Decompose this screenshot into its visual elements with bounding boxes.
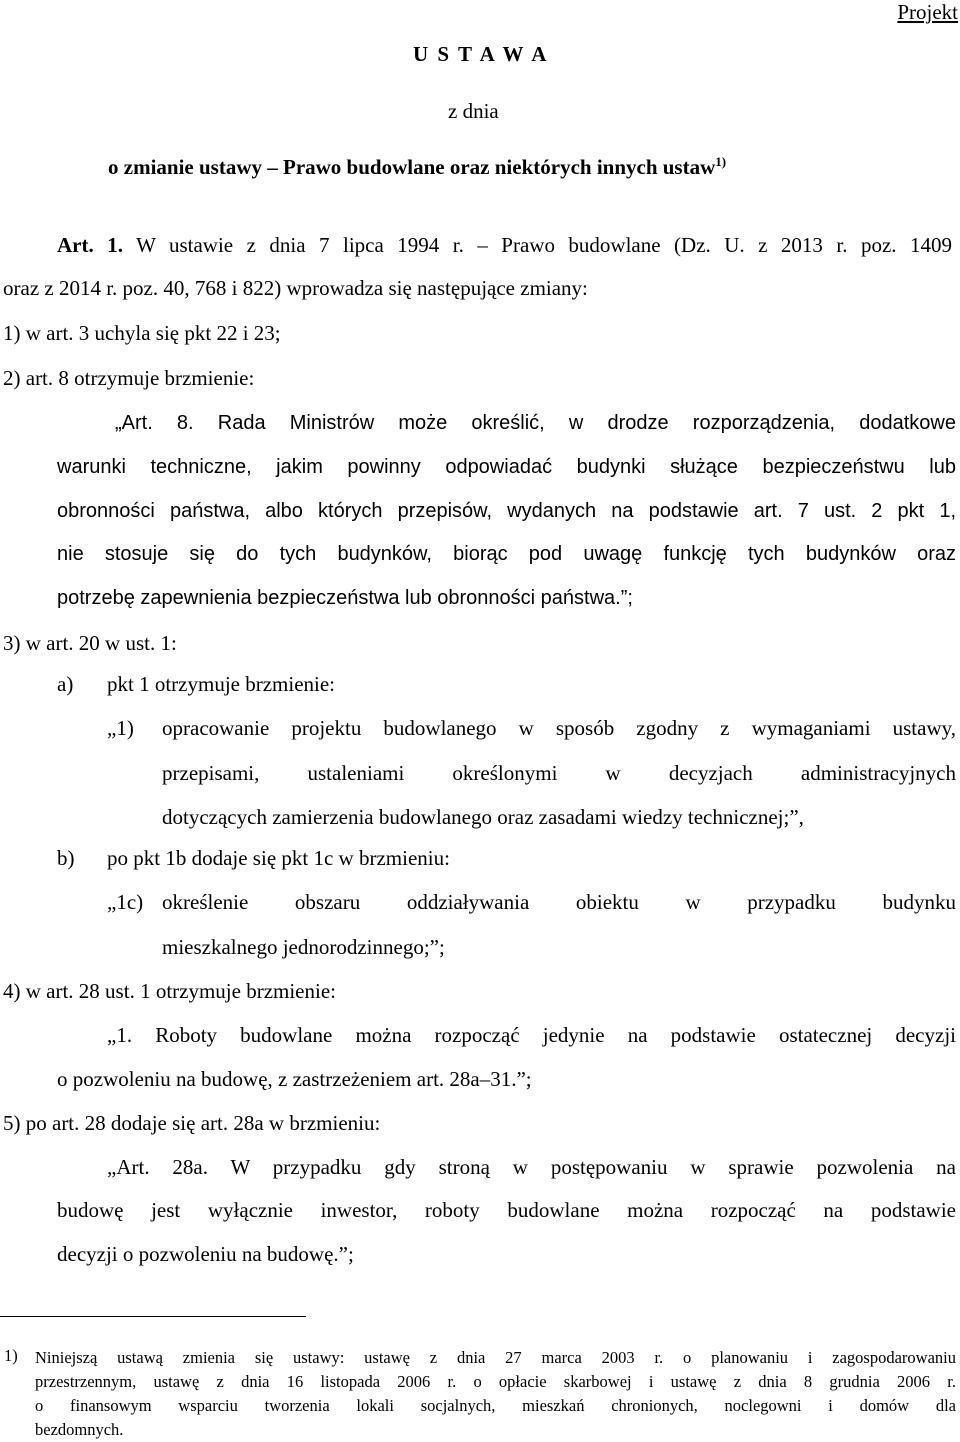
art1-intro: W ustawie z dnia 7 lipca 1994 r. – Prawo budowlane (Dz. U. z 2013 r. poz. 1409 xyxy=(122,233,952,257)
point-5: 5) po art. 28 dodaje się art. 28a w brzmieniu: xyxy=(3,1111,381,1135)
item-a1-line-2: przepisami, ustaleniami określonymi w decyzjach administracyjnych xyxy=(162,761,956,785)
point-3: 3) w art. 20 w ust. 1: xyxy=(3,631,177,655)
art8-line-3: obronności państwa, albo których przepisów, wydanych na podstawie art. 7 ust. 2 pkt 1, xyxy=(57,500,956,522)
footnote-line-4: bezdomnych. xyxy=(35,1420,124,1439)
item-b1-label: „1c) xyxy=(107,890,144,914)
art1-line-2: oraz z 2014 r. poz. 40, 768 i 822) wprowadza się następujące zmiany: xyxy=(3,276,588,300)
point-2: 2) art. 8 otrzymuje brzmienie: xyxy=(3,366,255,390)
footnote-line-1: Niniejszą ustawą zmienia się ustawy: ustawę z dnia 27 marca 2003 r. o planowaniu i zagospodarowaniu xyxy=(35,1348,956,1367)
act-title xyxy=(108,154,726,180)
item-b-text: po pkt 1b dodaje się pkt 1c w brzmieniu: xyxy=(107,846,450,870)
point-5-line-1: „Art. 28a. W przypadku gdy stroną w postępowaniu w sprawie pozwolenia na xyxy=(107,1155,956,1179)
point-5-line-2: budowę jest wyłącznie inwestor, roboty budowlane można rozpocząć na podstawie xyxy=(57,1198,956,1222)
footnote-number: 1) xyxy=(4,1346,18,1365)
footnote-line-2: przestrzennym, ustawę z dnia 16 listopada 2006 r. o opłacie skarbowej i ustawę z dnia 8 grudnia 2006 r. xyxy=(35,1372,956,1391)
point-4-line-1: „1. Roboty budowlane można rozpocząć jedynie na podstawie ostatecznej decyzji xyxy=(107,1023,956,1047)
item-a1-line-1: opracowanie projektu budowlanego w sposób zgodny z wymaganiami ustawy, xyxy=(162,716,956,740)
art1-line-1 xyxy=(57,230,952,260)
point-4-line-2: o pozwoleniu na budowę, z zastrzeżeniem art. 28a–31.”; xyxy=(57,1067,532,1091)
footnote-marker: 1) xyxy=(715,154,727,169)
art8-line-5: potrzebę zapewnienia bezpieczeństwa lub obronności państwa.”; xyxy=(57,587,633,609)
footnote-line-3: o finansowym wsparciu tworzenia lokali socjalnych, mieszkań chronionych, noclegowni i domów dla xyxy=(35,1396,956,1415)
item-a1-line-3: dotyczących zamierzenia budowlanego oraz zasadami wiedzy technicznej;”, xyxy=(162,805,804,829)
item-a-text: pkt 1 otrzymuje brzmienie: xyxy=(107,672,336,696)
item-b-label: b) xyxy=(57,846,75,870)
item-a-label: a) xyxy=(57,672,74,696)
art8-line-4: nie stosuje się do tych budynków, biorąc pod uwagę funkcję tych budynków oraz xyxy=(57,543,956,565)
art1-label: Art. 1. xyxy=(57,233,123,257)
point-1: 1) w art. 3 uchyla się pkt 22 i 23; xyxy=(3,321,281,345)
art8-line-2: warunki techniczne, jakim powinny odpowiadać budynki służące bezpieczeństwu lub xyxy=(57,456,956,478)
projekt-label: Projekt xyxy=(897,0,958,24)
item-a1-label: „1) xyxy=(107,716,134,740)
document-type-heading: U S T A W A xyxy=(413,42,549,66)
point-5-line-3: decyzji o pozwoleniu na budowę.”; xyxy=(57,1242,354,1266)
footnote-separator xyxy=(0,1316,306,1317)
item-b1-line-1: określenie obszaru oddziaływania obiektu w przypadku budynku xyxy=(162,890,956,914)
point-4: 4) w art. 28 ust. 1 otrzymuje brzmienie: xyxy=(3,979,336,1003)
art8-line-1: „Art. 8. Rada Ministrów może określić, w drodze rozporządzenia, dodatkowe xyxy=(115,412,956,434)
act-title-text: o zmianie ustawy – Prawo budowlane oraz niektórych innych ustaw xyxy=(108,155,716,179)
date-line: z dnia xyxy=(448,99,499,123)
item-b1-line-2: mieszkalnego jednorodzinnego;”; xyxy=(162,935,445,959)
